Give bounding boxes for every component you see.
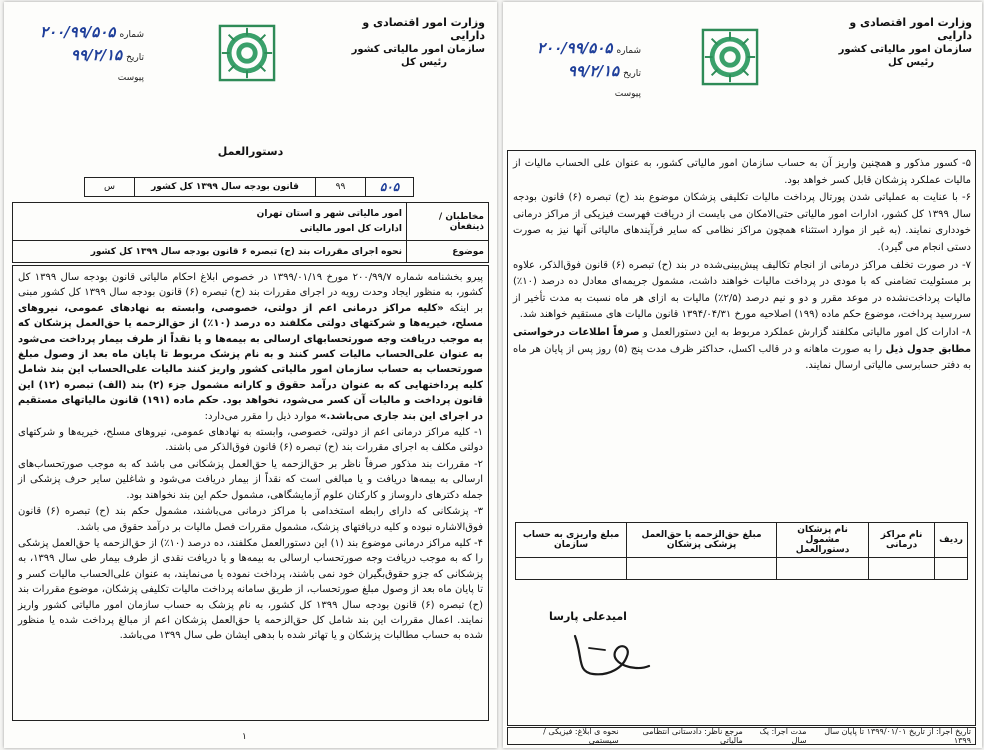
footer-supervisor: مرجع ناظر: دادستانی انتظامی مالیاتی [642, 727, 743, 745]
subject-value: نحوه اجرای مقررات بند (ح) تبصره ۶ قانون بودجه سال ۱۳۹۹ کل کشور [13, 241, 407, 263]
item-6: ۶- با عنایت به عملیاتی شدن پورتال پرداخت مالیات تکلیفی پزشکان موضوع بند (ح) تبصره (۶) قانون بودجه سال ۱۳۹۹ کل کشور، ادارات امور مالیاتی حتی‌الامکان می بایست از دریافت فهرست فیزیکی از مراکز درمانی خودداری نمایند. (به غیر از موارد استثناء همچون مراکز نظامی که سایر فرآیندهای مالیاتی آنها نیز به صورت دستی انجام می گیرد). [513, 192, 972, 253]
col-fee: مبلغ حق‌الزحمه یا حق‌العمل پزشکی پزشکان [627, 523, 777, 558]
subject-label: موضوع [407, 241, 489, 263]
intro-quote: «کلیه مراکز درمانی اعم از دولتی، خصوصی، وابسته به نهادهای عمومی، نیروهای مسلح، خیریه‌ها و شرکتهای دولتی مکلفند ده درصد (۱۰٪) از حق‌الزحمه یا حق‌العمل پزشکان که به موجب دریافت وجه صورتحسابهای ارسالی به بیمه‌ها و یا نقداً از طرف بیمار پرداخت می‌شود به عنوان علی‌الحساب مالیات کسر کنند و به نام پزشک مربوط تا پایان ماه بعد از وصول مبلغ صورتحساب به حساب سازمان امور مالیاتی کشور واریز کنند مالیات علی‌الحساب این بند شامل کلیه پرداختهایی که به عنوان درآمد حقوق و کارانه مشمول جزء (۲) بند (الف) تبصره (۱۲) این قانون پرداخت و مالیات آن کسر می‌شود، نخواهد بود. حکم ماده (۱۹۱) قانون مالیاتهای مستقیم در اجرای این بند جاری می‌باشد.» [18, 302, 484, 422]
footer-delivery: نحوه ی ابلاغ: فیزیکی / سیستمی [543, 727, 619, 745]
letter-number: ۲۰۰/۹۹/۵۰۵ [40, 23, 116, 41]
item-7: ۷- در صورت تخلف مراکز درمانی از انجام تکالیف پیش‌بینی‌شده در بند (ح) تبصره (۶) قانون فوق‌الذکر، علاوه بر مسئولیت تضامنی که با مودی در پرداخت مالیات خواهند داشت، مشمول جریمه‌ای معادل ده درصد (۱۰٪) مالیات پرداخت‌نشده در موعد مقرر و دو و نیم درصد (۲/۵٪) مالیات به ازای هر ماه نسبت به مدت تأخیر از سررسید پرداخت، موضوع حکم ماده (۱۹۹) اصلاحیه مورخ ۱۳۹۴/۰۴/۳۱ قانون مالیات های مستقیم خواهند شد. [513, 259, 971, 321]
office-name: رئیس کل [401, 57, 447, 68]
ministry-name: وزارت امور اقتصادی و دارایی [362, 16, 485, 42]
letterhead [335, 16, 485, 68]
report-table [515, 522, 968, 580]
ministry-name: وزارت امور اقتصادی و دارایی [849, 16, 972, 42]
item-5: ۵- کسور مذکور و همچنین واریز آن به حساب سازمان امور مالیاتی کشور، به عنوان علی الحساب مالیات از مالیات عملکرد پزشکان قابل کسر خواهد بود. [513, 158, 971, 186]
page-number: ۱ [242, 732, 247, 742]
addressee-line-2: ادارات کل امور مالیاتی [299, 223, 402, 234]
intro-paragraph [18, 270, 483, 424]
item-8-bold: صرفاً اطلاعات درخواستی مطابق جدول ذیل [513, 326, 972, 355]
reference-number: ۵۰۵ [366, 178, 414, 197]
letterhead [822, 16, 972, 68]
emblem-icon [701, 28, 759, 86]
col-row: ردیف [935, 523, 968, 558]
table-row [516, 558, 968, 580]
signature-icon [565, 628, 655, 680]
intro-text: پیرو بخشنامه شماره ۲۰۰/۹۹/۷ مورخ ۱۳۹۹/۰۱/۱۹ در خصوص ابلاغ احکام مالیاتی قانون بودجه سال ۱۳۹۹ کل کشور، به منظور ایجاد وحدت رویه در اجرای مقررات بند (ح) تبصره (۶) قانون بودجه سال ۱۳۹۹ کل کشور مبنی بر اینکه [18, 272, 484, 314]
organization-name: سازمان امور مالیاتی کشور [838, 44, 972, 55]
reference-year: ۹۹ [316, 178, 366, 197]
letter-meta [511, 38, 641, 104]
item-8 [513, 325, 971, 375]
item-1: ۱- کلیه مراکز درمانی اعم از دولتی، خصوصی، وابسته به نهادهای عمومی، نیروهای مسلح، خیریه‌ها و شرکتهای دولتی مکلف به اجرای مقررات بند (ح) تبصره (۶) قانون فوق‌الذکر می باشند. [18, 427, 483, 454]
date-label: تاریخ [623, 69, 641, 79]
letter-number: ۲۰۰/۹۹/۵۰۵ [537, 39, 613, 57]
item-4: ۴- کلیه مراکز درمانی موضوع بند (۱) این دستورالعمل مکلفند، ده درصد (۱۰٪) از حق‌الزحمه یا حق‌العمل پزشکی را که به موجب دریافت وجه صورتحساب ارسالی به بیمه‌ها و یا دریافت نقدی از طرف بیمار طی سال ۱۳۹۹، به پزشکانی که جزو حقوق‌بگیران خود نمی باشند، پرداخت نموده یا می‌نمایند، به عنوان علی‌الحساب مالیات کسر و تا پایان ماه بعد از وصول مبلغ صورتحساب، از طریق سامانه پرداخت مالیات تکلیفی پزشکان، موضوع مقررات بند (ح) تبصره (۶) قانون بودجه سال ۱۳۹۹ کل کشور، به نام پزشک به حساب سازمان امور مالیاتی کشور واریز نمایند. اعمال مقررات این بند شامل کل حق‌الزحمه یا حق‌العمل پزشکان اعم از مبالغ پرداخت شده یا منظور شده به حساب مطالبات پزشکان و یا تهاتر شده با بدهی ایشان طی سال ۱۳۹۹ می‌باشد. [18, 537, 483, 642]
attachment-label: پیوست [117, 73, 144, 83]
addressee-label: مخاطبان / ذینفعان [407, 203, 489, 241]
footer-execution-date: تاریخ اجرا: از تاریخ ۱۳۹۹/۰۱/۰۱ تا پایان سال ۱۳۹۹ [824, 727, 971, 745]
item-8-tail: را به صورت ماهانه و در قالب اکسل، حداکثر ظرف مدت پنج (۵) روز پس از پایان هر ماه به دفتر حسابرسی مالیاتی ارسال نمایند. [513, 343, 971, 372]
item-2: ۲- مقررات بند مذکور صرفاً ناظر بر حق‌الزحمه یا حق‌العمل پزشکانی می باشد که به موجب صورتحساب‌های ارسالی به بیمه‌ها دریافت و یا مبالغی است که نقداً از بیمار دریافت می‌شود و شاغلین سایر حرف پزشکی از جمله دکترهای داروساز و کارکنان علوم آزمایشگاهی، مشمول حکم این بند نخواهند بود. [18, 458, 483, 501]
letter-meta [14, 22, 144, 88]
letter-date: ۹۹/۲/۱۵ [70, 46, 123, 64]
date-label: تاریخ [126, 53, 144, 63]
organization-name: سازمان امور مالیاتی کشور [351, 44, 485, 55]
letter-date: ۹۹/۲/۱۵ [567, 62, 620, 80]
number-label: شماره [616, 46, 641, 56]
office-name: رئیس کل [888, 57, 934, 68]
intro-tail: موارد ذیل را مقرر می‌دارد: [204, 410, 317, 422]
item-3: ۳- پزشکانی که دارای رابطه استخدامی با مراکز درمانی می‌باشند، مشمول حکم بند (ح) تبصره (۶) قانون فوق‌الاشاره نبوده و کلیه دریافتهای پزشک، مشمول مقررات فصل مالیات بر درآمد حقوق می باشد. [18, 506, 483, 533]
page-right [503, 2, 982, 748]
addressee-line-1: امور مالیاتی شهر و استان تهران [256, 208, 402, 219]
reference-law: قانون بودجه سال ۱۳۹۹ کل کشور [135, 178, 316, 197]
attachment-label: پیوست [614, 89, 641, 99]
document-title: دستورالعمل [217, 145, 284, 158]
number-label: شماره [119, 30, 144, 40]
col-center: نام مراکز درمانی [869, 523, 935, 558]
info-table [12, 202, 489, 263]
signature-name: امیدعلی پارسا [549, 610, 627, 623]
reference-table [84, 177, 414, 197]
footer-duration: مدت اجرا: یک سال [759, 727, 807, 745]
page-left [4, 2, 497, 748]
body-text [18, 270, 483, 645]
footer-bar [507, 727, 976, 745]
body-text [513, 156, 971, 376]
item-8-text: ۸- ادارات کل امور مالیاتی مکلفند گزارش عملکرد مربوط به این دستورالعمل و [639, 326, 971, 338]
reference-code: س [85, 178, 135, 197]
addressee-value [13, 203, 407, 241]
emblem-icon [218, 24, 276, 82]
col-doctors: نام پزشکان مشمول دستورالعمل [777, 523, 869, 558]
col-deposit: مبلغ واریزی به حساب سازمان [516, 523, 627, 558]
